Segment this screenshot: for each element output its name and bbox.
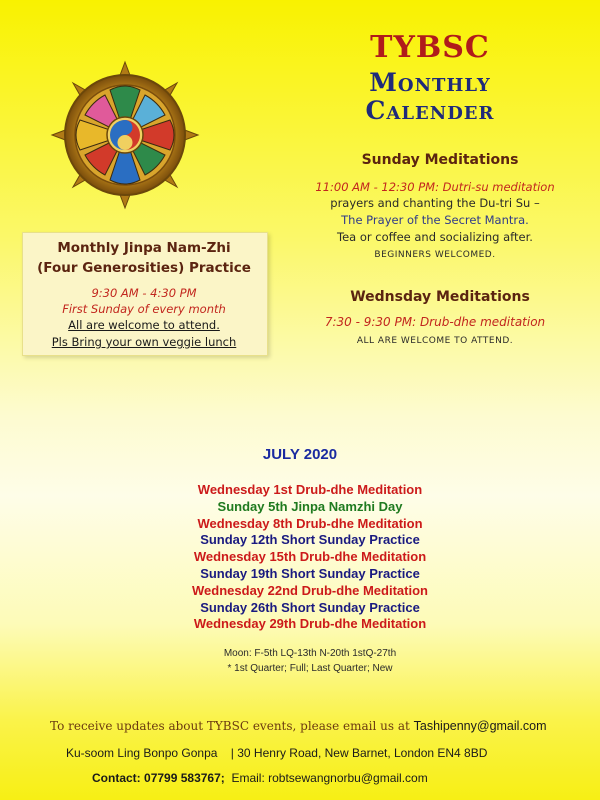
moon-legend: * 1st Quarter; Full; Last Quarter; New — [227, 663, 393, 674]
location-separator: | — [230, 746, 234, 760]
event-item: Wednesday 15th Drub-dhe Meditation — [193, 549, 427, 565]
sunday-desc-1: prayers and chanting the Du-tri Su – — [330, 196, 540, 210]
sunday-time: 11:00 AM - 12:30 PM: Dutri-su meditation — [315, 180, 555, 194]
location-name: Ku-soom Ling Bonpo Gonpa — [66, 746, 218, 760]
jinpa-title-1: Monthly Jinpa Nam-Zhi — [57, 240, 231, 256]
updates-email-link[interactable]: Tashipenny@gmail.com — [413, 719, 547, 733]
jinpa-time: 9:30 AM - 4:30 PM — [91, 286, 197, 300]
contact-email-link[interactable]: robtsewangnorbu@gmail.com — [268, 771, 428, 785]
event-item: Wednesday 29th Drub-dhe Meditation — [193, 616, 427, 632]
title-monthly: Monthly — [369, 68, 491, 97]
updates-line — [50, 719, 590, 733]
event-item: Sunday 5th Jinpa Namzhi Day — [217, 498, 403, 514]
org-title: TYBSC — [370, 30, 490, 65]
event-item: Wednesday 22nd Drub-dhe Meditation — [192, 582, 428, 598]
event-list — [100, 482, 520, 633]
sunday-heading: Sunday Meditations — [361, 152, 519, 168]
address-line — [66, 746, 586, 760]
jinpa-when: First Sunday of every month — [62, 302, 226, 316]
email-label: Email: — [231, 771, 265, 785]
title-calender: Calender — [365, 96, 495, 125]
event-item: Sunday 26th Short Sunday Practice — [200, 599, 420, 615]
event-item: Wednesday 1st Drub-dhe Meditation — [197, 482, 423, 497]
month-heading: JULY 2020 — [262, 446, 338, 463]
moon-phases: Moon: F-5th LQ-13th N-20th 1stQ-27th — [223, 648, 397, 659]
jinpa-title-2: (Four Generosities) Practice — [37, 260, 251, 276]
sunday-desc-3: Tea or coffee and socializing after. — [337, 230, 533, 244]
wednesday-heading: Wednsday Meditations — [350, 289, 530, 305]
sunday-note: BEGINNERS WELCOMED. — [374, 250, 496, 260]
event-item: Sunday 19th Short Sunday Practice — [200, 565, 420, 581]
address: 30 Henry Road, New Barnet, London EN4 8BD — [237, 746, 488, 760]
event-item: Sunday 12th Short Sunday Practice — [200, 532, 420, 548]
jinpa-lunch: Pls Bring your own veggie lunch — [51, 335, 237, 349]
dharma-wheel-emblem-icon — [50, 60, 200, 210]
jinpa-welcome: All are welcome to attend. — [68, 318, 220, 332]
phone-number: 07799 583767; — [144, 771, 225, 785]
contact-line — [92, 771, 592, 785]
updates-text: To receive updates about TYBSC events, please email us at — [50, 719, 410, 733]
wednesday-note: ALL ARE WELCOME TO ATTEND. — [356, 336, 514, 346]
wednesday-time: 7:30 - 9:30 PM: Drub-dhe meditation — [324, 315, 546, 329]
contact-label: Contact: — [92, 771, 141, 785]
sunday-desc-2: The Prayer of the Secret Mantra. — [341, 213, 529, 227]
event-item: Wednesday 8th Drub-dhe Meditation — [197, 515, 423, 531]
